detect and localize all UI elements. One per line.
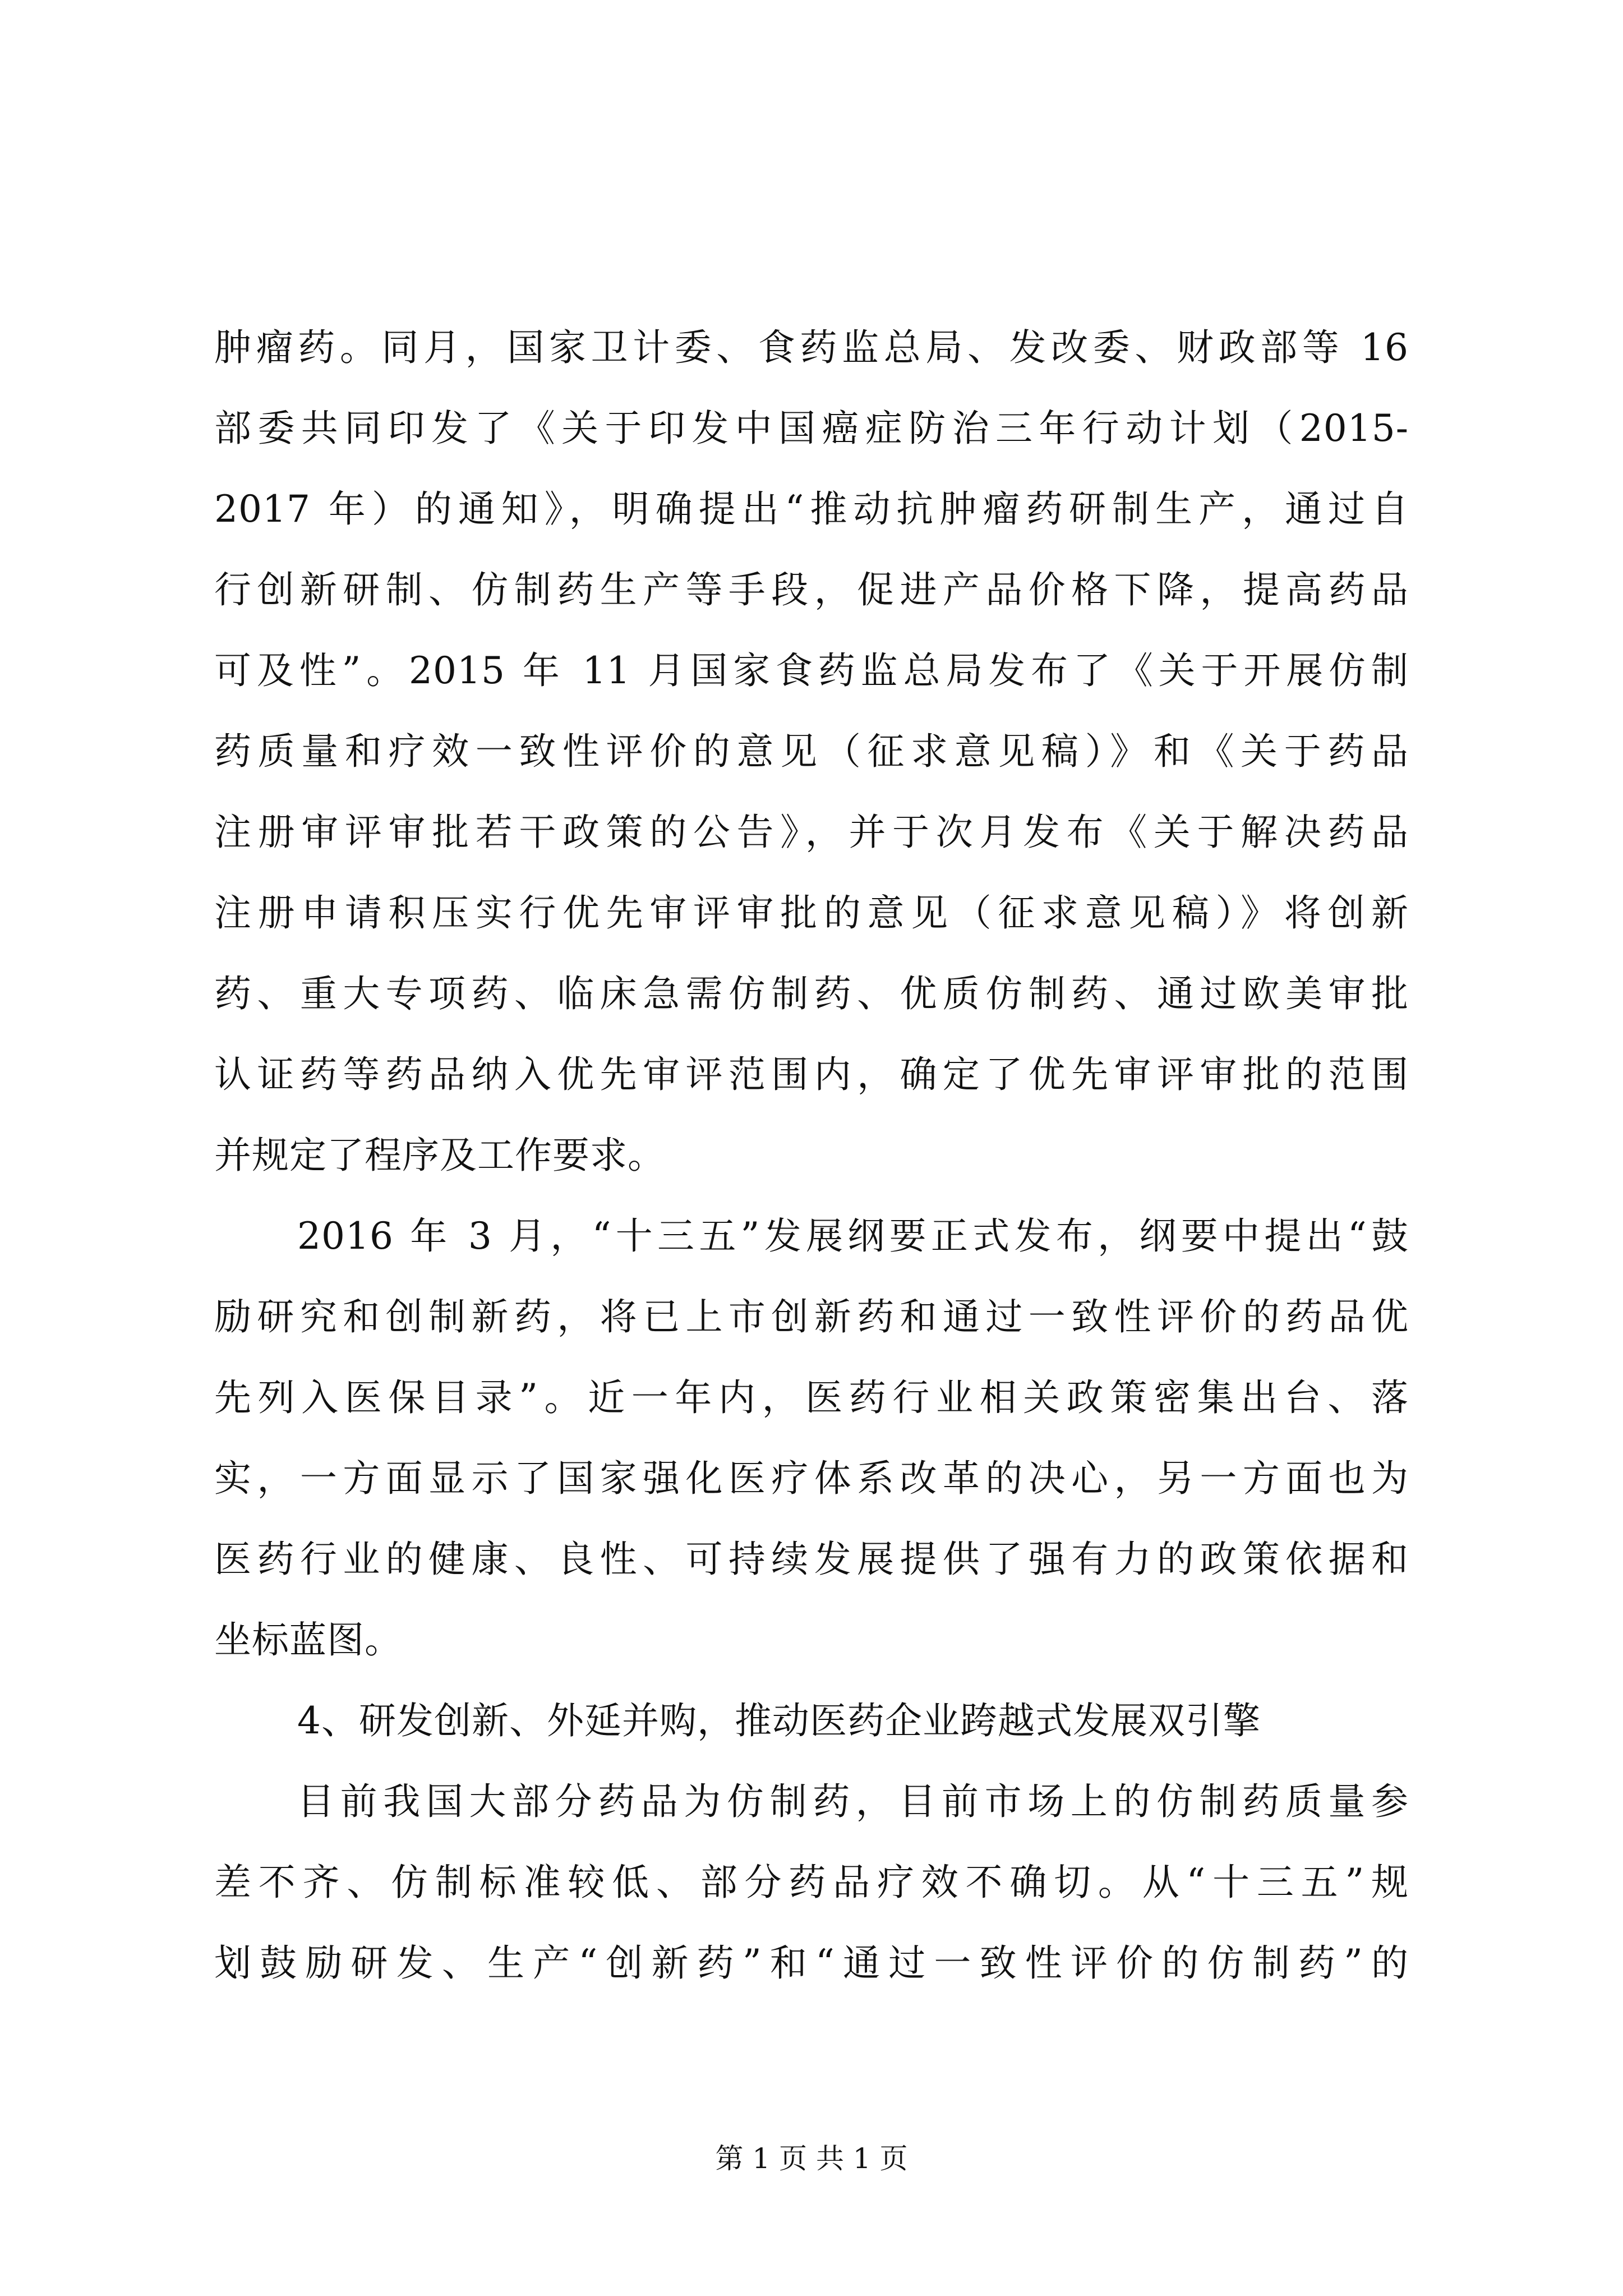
paragraph-line: 部委共同印发了《关于印发中国癌症防治三年行动计划（2015- (214, 407, 1409, 450)
paragraph-line: 肿瘤药。同月，国家卫计委、食药监总局、发改委、财政部等 16 (214, 326, 1409, 369)
paragraph-line: 注册申请积压实行优先审评审批的意见（征求意见稿）》将创新 (214, 891, 1409, 935)
paragraph-line: 先列入医保目录”。近一年内，医药行业相关政策密集出台、落 (214, 1376, 1409, 1419)
paragraph-line: 药质量和疗效一致性评价的意见（征求意见稿）》和《关于药品 (214, 730, 1409, 773)
document-body (214, 307, 1409, 2004)
paragraph-line: 差不齐、仿制标准较低、部分药品疗效不确切。从“十三五”规 (214, 1861, 1409, 1904)
paragraph-line-last: 坐标蓝图。 (214, 1618, 402, 1662)
paragraph-line: 医药行业的健康、良性、可持续发展提供了强有力的政策依据和 (214, 1538, 1409, 1581)
paragraph-line: 实，一方面显示了国家强化医疗体系改革的决心，另一方面也为 (214, 1457, 1409, 1500)
section-heading: 4、研发创新、外延并购，推动医药企业跨越式发展双引擎 (297, 1699, 1261, 1742)
paragraph-line: 划鼓励研发、生产“创新药”和“通过一致性评价的仿制药”的 (214, 1941, 1409, 1985)
paragraph-line: 认证药等药品纳入优先审评范围内，确定了优先审评审批的范围 (214, 1053, 1409, 1096)
paragraph-line: 行创新研制、仿制药生产等手段，促进产品价格下降，提高药品 (214, 568, 1409, 611)
paragraph-line: 可及性”。2015 年 11 月国家食药监总局发布了《关于开展仿制 (214, 649, 1409, 692)
paragraph-line-last: 并规定了程序及工作要求。 (214, 1134, 665, 1177)
paragraph-line: 药、重大专项药、临床急需仿制药、优质仿制药、通过欧美审批 (214, 972, 1409, 1015)
paragraph-line: 励研究和创制新药，将已上市创新药和通过一致性评价的药品优 (214, 1295, 1409, 1338)
paragraph-line: 2017 年）的通知》，明确提出“推动抗肿瘤药研制生产，通过自 (214, 487, 1409, 531)
paragraph-line-first: 目前我国大部分药品为仿制药，目前市场上的仿制药质量参 (297, 1780, 1409, 1823)
paragraph-line: 注册审评审批若干政策的公告》，并于次月发布《关于解决药品 (214, 811, 1409, 854)
paragraph-line-first: 2016 年 3 月，“十三五”发展纲要正式发布，纲要中提出“鼓 (297, 1214, 1409, 1258)
page-footer: 第 1 页 共 1 页 (715, 2142, 908, 2175)
